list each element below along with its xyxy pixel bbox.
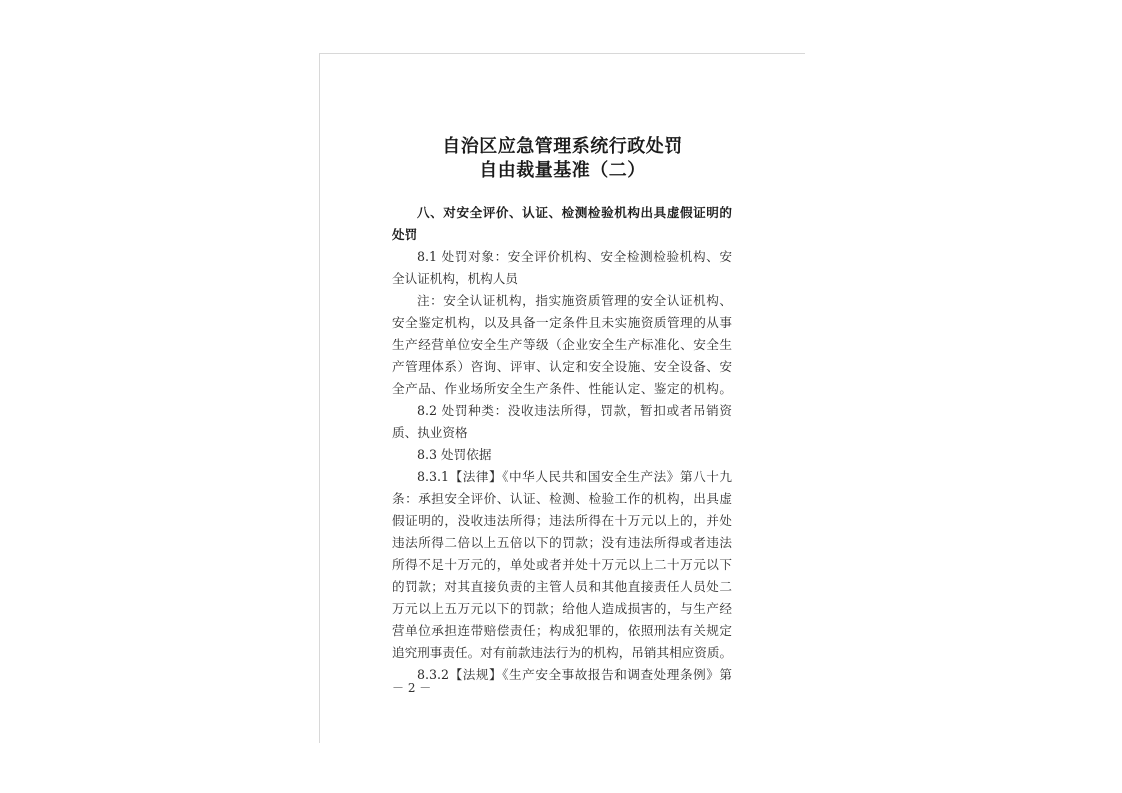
paragraph-line: 8.3.2【法规】《生产安全事故报告和调查处理条例》第 (417, 667, 732, 682)
document-title-line-2: 自由裁量基准（二） (479, 160, 646, 181)
document-page (319, 53, 805, 743)
paragraph-line: 8.1 处罚对象：安全评价机构、安全检测检验机构、安 (417, 249, 732, 264)
paragraph-line: 质、执业资格 (392, 425, 468, 440)
paragraph-line: 注：安全认证机构，指实施资质管理的安全认证机构、 (417, 293, 732, 308)
paragraph-line: 所得不足十万元的，单处或者并处十万元以上二十万元以下 (392, 557, 732, 572)
document-title-line-1: 自治区应急管理系统行政处罚 (442, 136, 683, 157)
paragraph-line: 条：承担安全评价、认证、检测、检验工作的机构，出具虚 (392, 491, 732, 506)
paragraph-line: 产管理体系）咨询、评审、认定和安全设施、安全设备、安 (392, 359, 732, 374)
paragraph-line: 的罚款；对其直接负责的主管人员和其他直接责任人员处二 (392, 579, 732, 594)
paragraph-line: 万元以上五万元以下的罚款；给他人造成损害的，与生产经 (392, 601, 732, 616)
paragraph-line: 全认证机构，机构人员 (392, 271, 518, 286)
page-number: － 2 － (392, 681, 432, 695)
section-heading-cont: 处罚 (392, 227, 418, 242)
paragraph-line: 8.3.1【法律】《中华人民共和国安全生产法》第八十九 (417, 469, 732, 484)
paragraph-line: 违法所得二倍以上五倍以下的罚款；没有违法所得或者违法 (392, 535, 732, 550)
paragraph-line: 营单位承担连带赔偿责任；构成犯罪的，依照刑法有关规定 (392, 623, 732, 638)
paragraph-line: 追究刑事责任。对有前款违法行为的机构，吊销其相应资质。 (392, 645, 733, 660)
paragraph-line: 生产经营单位安全生产等级（企业安全生产标准化、安全生 (392, 337, 732, 352)
paragraph-line: 假证明的，没收违法所得；违法所得在十万元以上的，并处 (392, 513, 732, 528)
paragraph-line: 安全鉴定机构，以及具备一定条件且未实施资质管理的从事 (392, 315, 732, 330)
section-heading: 八、对安全评价、认证、检测检验机构出具虚假证明的 (417, 205, 732, 220)
paragraph-line: 8.2 处罚种类：没收违法所得，罚款，暂扣或者吊销资 (417, 403, 732, 418)
paragraph-line: 8.3 处罚依据 (417, 447, 492, 462)
paragraph-line: 全产品、作业场所安全生产条件、性能认定、鉴定的机构。 (392, 381, 732, 396)
